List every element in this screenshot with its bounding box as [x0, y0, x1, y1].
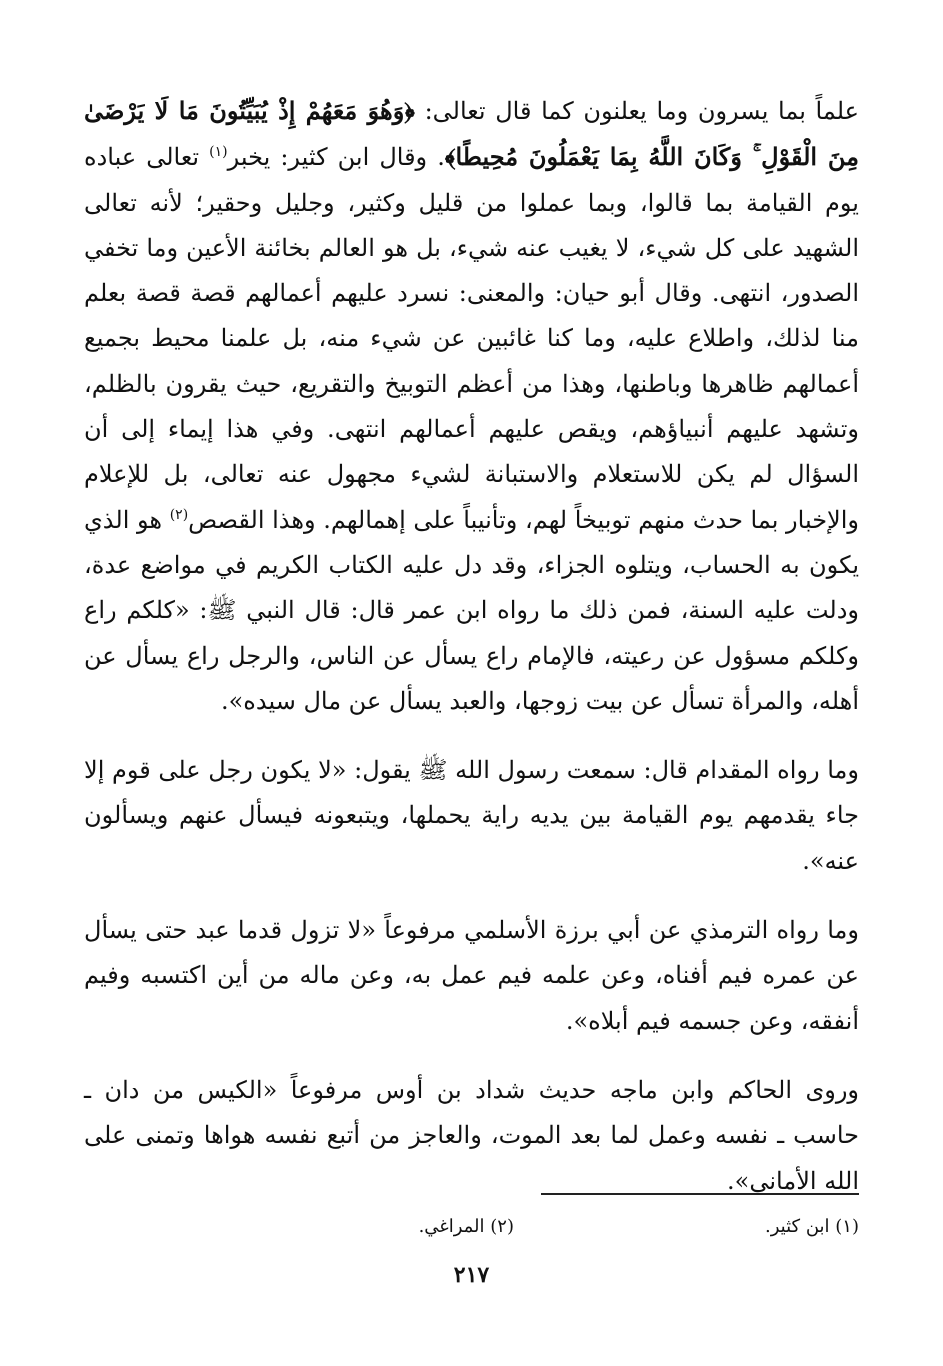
paragraph-1-text-c: تعالى عباده يوم القيامة بما قالوا، وبما عملوا من قليل وكثير، وجليل وحقير؛ لأنه تعالى الشهيد على كل شيء، لا يغيب عنه شيء، بل هو العالم بخائنة الأعين وما تخفي الصدور، انتهى. وقال أبو حيان: والمعنى: نسرد عليهم أعمالهم قصة قصة بعلم منا لذلك، واطلاع عليه، وما كنا غائبين عن شيء منه، بل علمنا محيط بجميع أعمالهم ظاهرها وباطنها، وهذا من أعظم التوبيخ والتقريع، حيث يقرون بالظلم، وتشهد عليهم أنبياؤهم، ويقص عليهم أعمالهم انتهى. وفي هذا إيماء إلى أن السؤال لم يكن للاستعلام والاستبانة لشيء مجهول عنه تعالى، بل للإعلام والإخبار بما حدث منهم توبيخاً لهم، وتأنيباً على إهمالهم. وهذا القصص	[84, 143, 859, 534]
paragraph-2: وما رواه المقدام قال: سمعت رسول الله ﷺ يقول: «لا يكون رجل على قوم إلا جاء يقدمهم يوم القيامة بين يديه راية يحملها، ويتبعونه فيسأل عنهم ويسألون عنه».	[84, 756, 859, 875]
paragraph-1-text-b: . وقال ابن كثير: يخبر	[227, 143, 445, 172]
footnote-ref-1[interactable]: (١)	[209, 144, 228, 161]
page-number: ٢١٧	[453, 1262, 490, 1288]
quran-verse: ﴿وَهُوَ مَعَهُمْ إِذْ يُبَيِّتُونَ مَا لَا يَرْضَىٰ مِنَ الْقَوْلِ ۚ وَكَانَ اللَّهُ بِمَا يَعْمَلُونَ مُحِيطًا﴾	[84, 96, 860, 172]
paragraph-4: وروى الحاكم وابن ماجه حديث شداد بن أوس مرفوعاً «الكيس من دان ـ حاسب ـ نفسه وعمل لما بعد الموت، والعاجز من أتبع نفسه هواها وتمنى على الله الأماني».	[84, 1075, 859, 1195]
footnote-divider	[541, 1193, 859, 1195]
footnote-ref-2[interactable]: (٢)	[169, 506, 189, 523]
paragraph-1-text-d: هو الذي يكون به الحساب، ويتلوه الجزاء، وقد دل عليه الكتاب الكريم في مواضع عدة، ودلت عليه السنة، فمن ذلك ما رواه ابن عمر قال: قال النبي ﷺ: «كلكم راع وكلكم مسؤول عن رعيته، فالإمام راع يسأل عن الناس، والرجل راع يسأل عن أهله، والمرأة تسأل عن بيت زوجها، والعبد يسأل عن مال سيده».	[84, 505, 859, 715]
paragraph-3: وما رواه الترمذي عن أبي برزة الأسلمي مرفوعاً «لا تزول قدما عبد حتى يسأل عن عمره فيم أفناه، وعن علمه فيم عمل به، وعن ماله من أين اكتسبه وفيم أنفقه، وعن جسمه فيم أبلاه».	[84, 916, 859, 1035]
paragraph-1	[84, 88, 859, 724]
footnote-2: (٢) المراغي.	[418, 1216, 514, 1237]
footnote-1: (١) ابن كثير.	[765, 1216, 859, 1237]
paragraph-1-text-a: علماً بما يسرون وما يعلنون كما قال تعالى:	[414, 97, 860, 125]
